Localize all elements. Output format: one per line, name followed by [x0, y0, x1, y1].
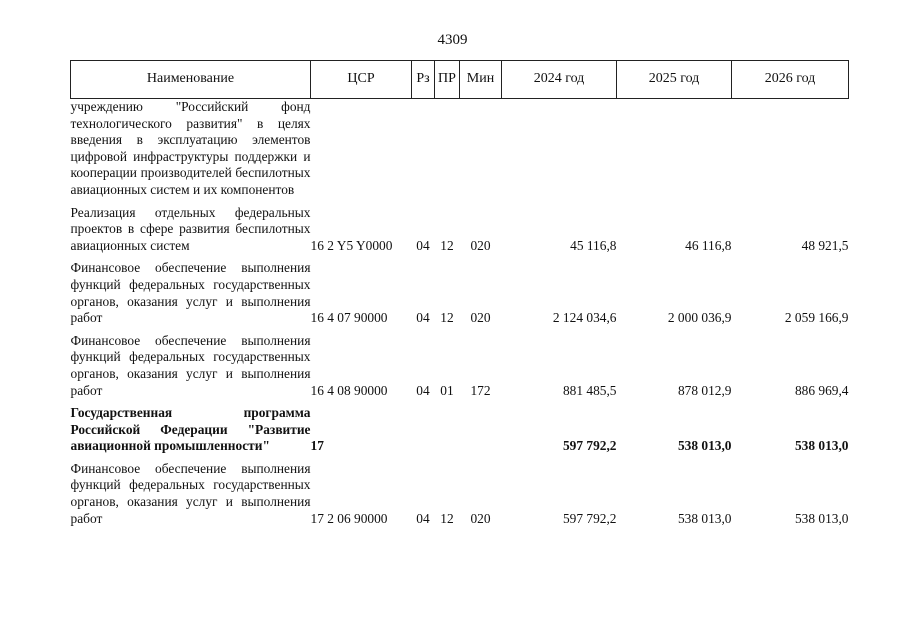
- table-row-program: [71, 405, 849, 455]
- row-csr: 16 4 07 90000: [310, 310, 388, 326]
- row-rz: [412, 99, 435, 199]
- row-csr: 17 2 06 90000: [310, 510, 388, 526]
- row-name: Реализация отдельных федеральных проектов в сфере развития беспилотных авиационных систем: [70, 204, 311, 253]
- row-2026: 538 013,0: [794, 438, 849, 454]
- row-min: 020: [470, 510, 491, 526]
- row-2025: 538 013,0: [677, 510, 732, 526]
- budget-table: [70, 60, 849, 527]
- row-pr: 01: [440, 382, 454, 398]
- row-rz: 04: [416, 237, 430, 253]
- page-number: 4309: [437, 32, 468, 48]
- header-min: Мин: [460, 61, 502, 99]
- row-2024: 597 792,2: [562, 438, 617, 454]
- row-name: Финансовое обеспечение выполнения функций федеральных государственных органов, оказания услуг и выполнения работ: [70, 460, 311, 526]
- row-csr: 16 2 Y5 Y0000: [310, 237, 393, 253]
- table-row: [71, 205, 849, 255]
- row-name: Государственная программа Российской Федерации "Развитие авиационной промышленности": [70, 405, 311, 454]
- header-pr: ПР: [435, 61, 460, 99]
- row-2025: 2 000 036,9: [667, 310, 732, 326]
- row-2025: [617, 99, 732, 199]
- row-2025: 538 013,0: [677, 438, 732, 454]
- row-pr: 12: [440, 237, 454, 253]
- row-csr: 17: [310, 438, 324, 454]
- row-2024: [502, 99, 617, 199]
- table-row: [71, 99, 849, 199]
- row-min: 020: [470, 310, 491, 326]
- row-2026: 2 059 166,9: [784, 310, 849, 326]
- table-header-row: [71, 61, 849, 99]
- row-pr: 12: [440, 510, 454, 526]
- row-rz: 04: [416, 510, 430, 526]
- row-2026: 538 013,0: [794, 510, 849, 526]
- header-2026: 2026 год: [732, 61, 849, 99]
- row-min: 172: [470, 382, 491, 398]
- row-rz: 04: [416, 310, 430, 326]
- row-2024: 2 124 034,6: [552, 310, 617, 326]
- row-2024: 45 116,8: [570, 237, 617, 253]
- row-rz: 04: [416, 382, 430, 398]
- row-name: Финансовое обеспечение выполнения функций федеральных государственных органов, оказания услуг и выполнения работ: [70, 260, 311, 326]
- row-pr: [435, 99, 460, 199]
- header-2024: 2024 год: [502, 61, 617, 99]
- table-row: [71, 461, 849, 527]
- row-pr: [435, 405, 460, 455]
- header-csr: ЦСР: [311, 61, 412, 99]
- row-2025: 46 116,8: [685, 237, 732, 253]
- row-name: учреждению "Российский фонд технологического развития" в целях введения в эксплуатацию элементов цифровой инфраструктуры поддержки и кооперации производителей беспилотных авиационных систем и их компонентов: [70, 99, 311, 197]
- row-csr: 16 4 08 90000: [310, 382, 388, 398]
- header-rz: Рз: [412, 61, 435, 99]
- row-min: [460, 99, 502, 199]
- header-2025: 2025 год: [617, 61, 732, 99]
- row-2024: 597 792,2: [562, 510, 617, 526]
- row-rz: [412, 405, 435, 455]
- row-2024: 881 485,5: [562, 382, 617, 398]
- row-csr: [311, 99, 412, 199]
- header-name: Наименование: [71, 61, 311, 99]
- row-min: 020: [470, 237, 491, 253]
- table-row: [71, 333, 849, 399]
- row-2026: 886 969,4: [794, 382, 849, 398]
- table-row: [71, 260, 849, 326]
- row-name: Финансовое обеспечение выполнения функций федеральных государственных органов, оказания услуг и выполнения работ: [70, 332, 311, 398]
- row-2025: 878 012,9: [677, 382, 732, 398]
- row-pr: 12: [440, 310, 454, 326]
- row-min: [460, 405, 502, 455]
- row-2026: [732, 99, 849, 199]
- row-2026: 48 921,5: [801, 237, 849, 253]
